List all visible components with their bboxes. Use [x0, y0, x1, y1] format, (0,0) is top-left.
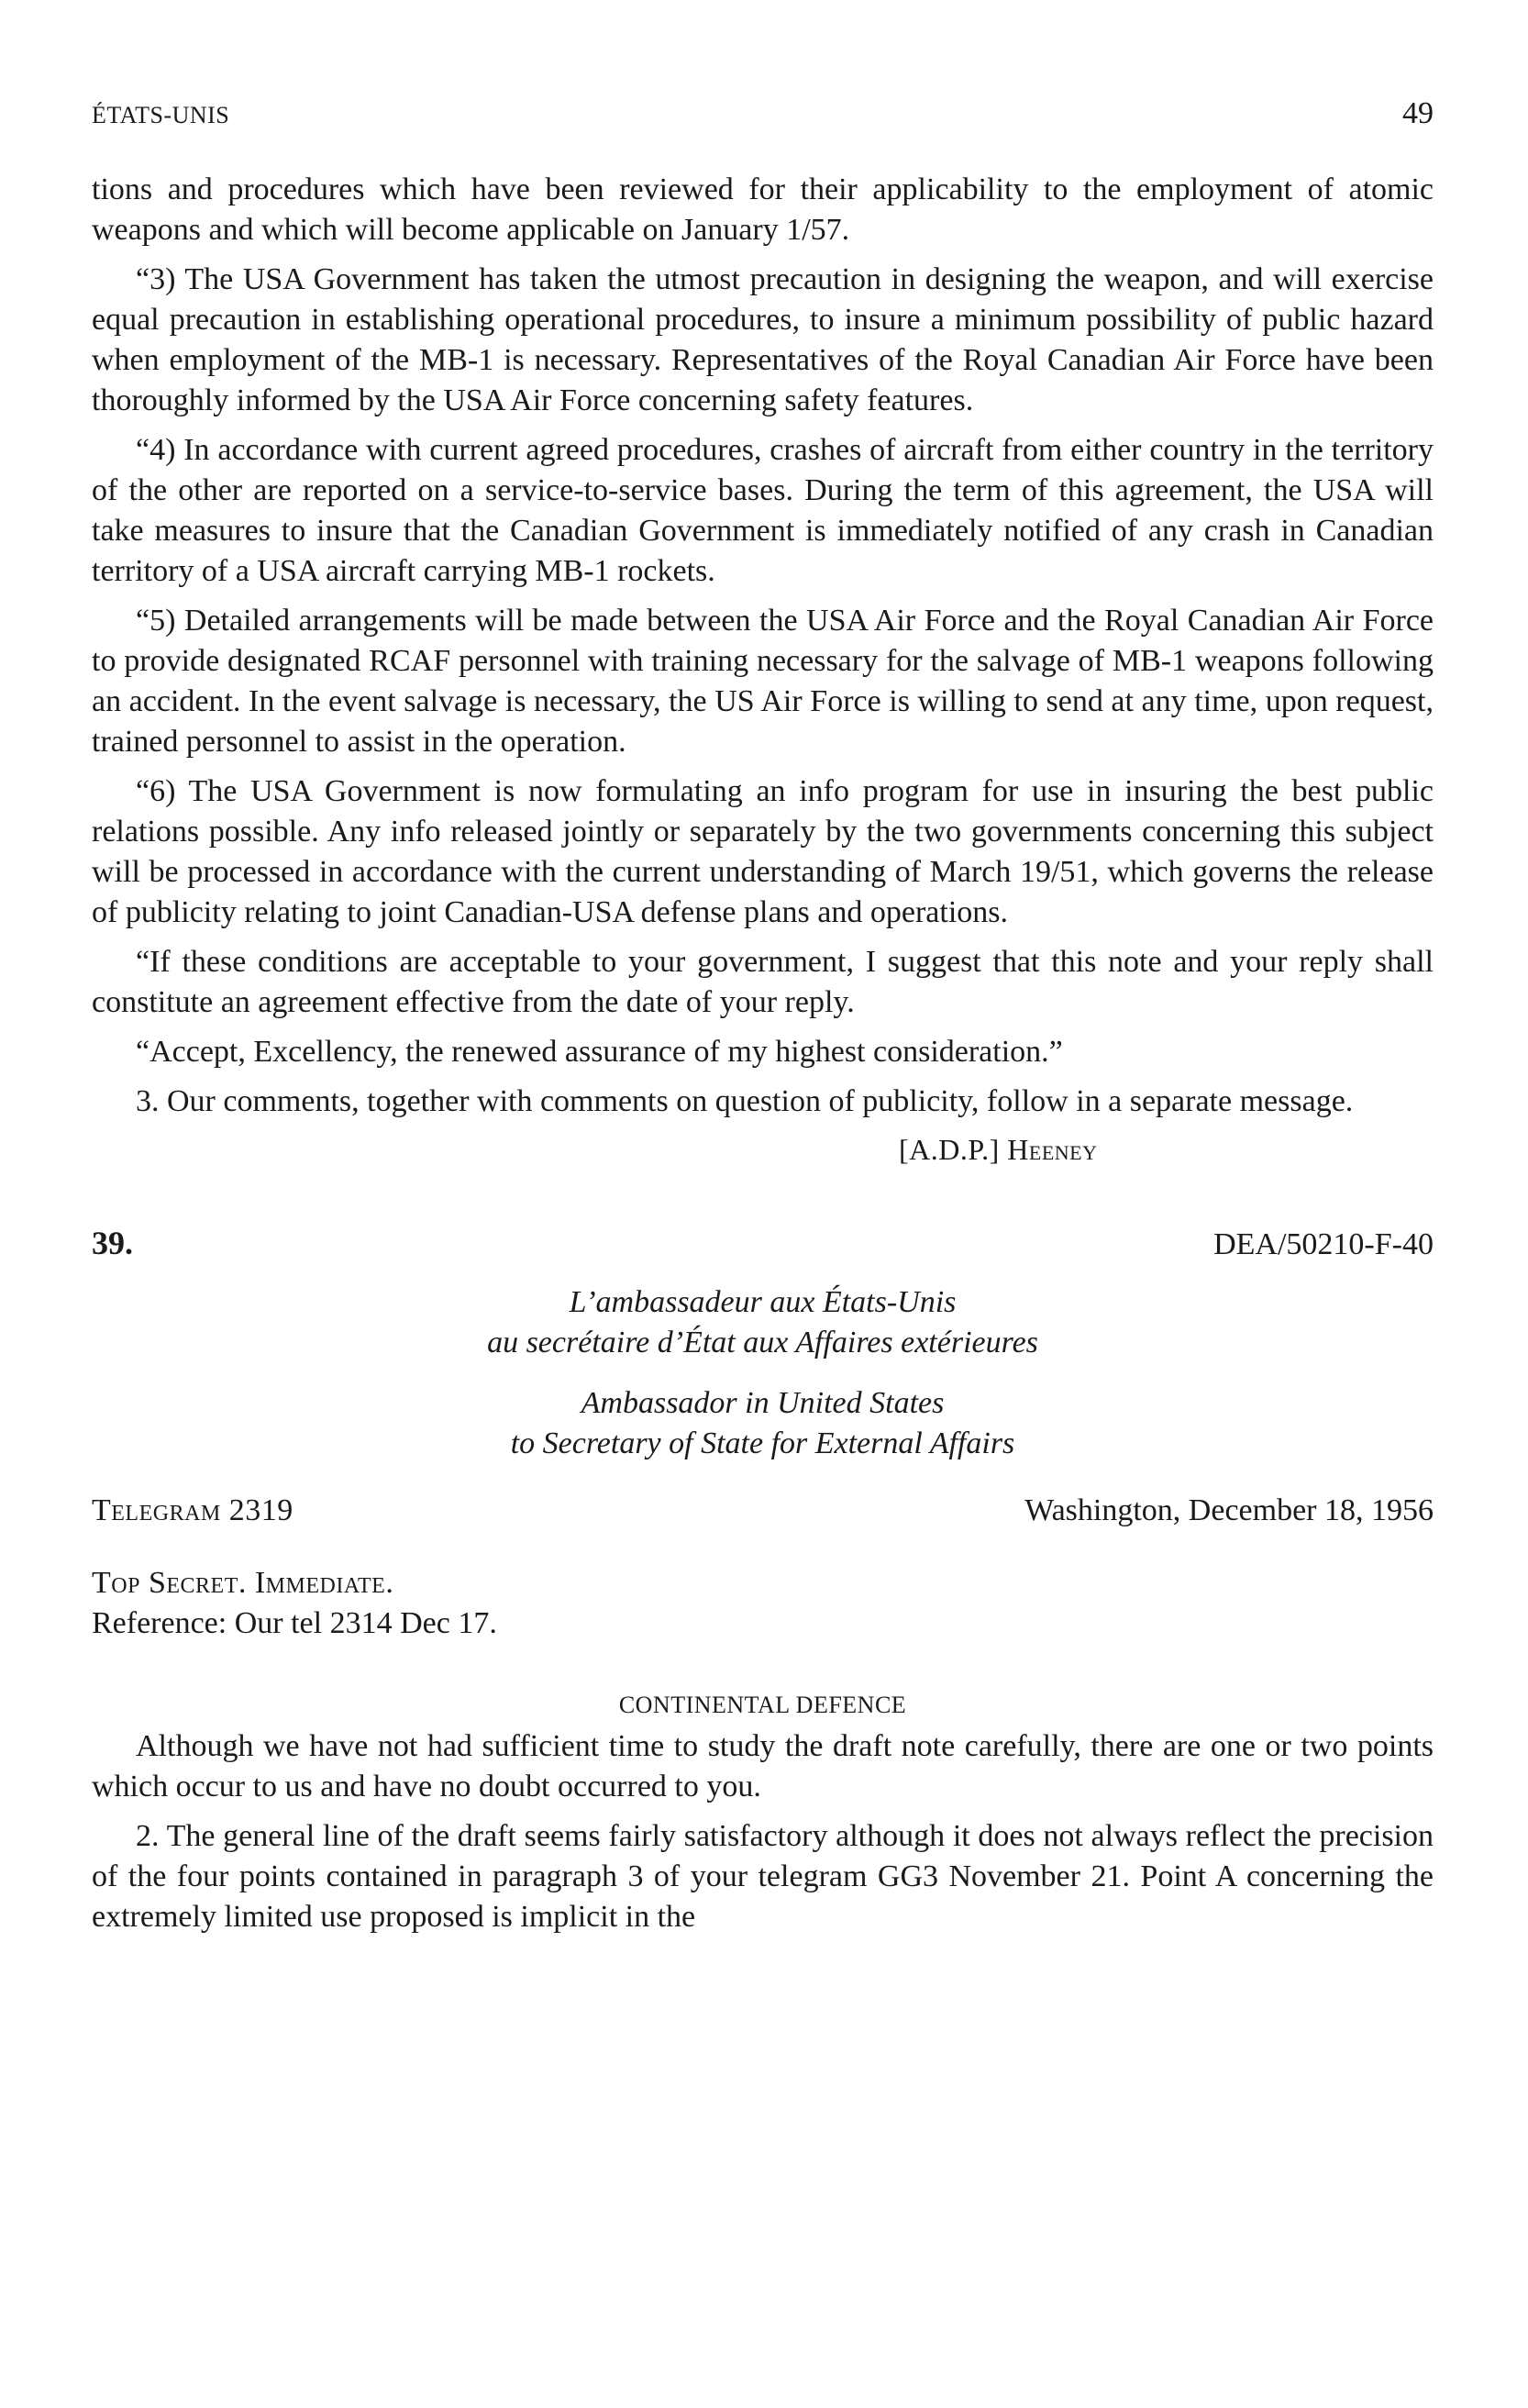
telegram-number: Telegram 2319: [92, 1493, 293, 1527]
paragraph: 2. The general line of the draft seems fairly satisfactory although it does not always reflect the precision of the four points contained in paragraph 3 of your telegram GG3 November 21. Point A concerning the extremely limited use proposed is implicit in the: [92, 1819, 1434, 1934]
title-en-line1: Ambassador in United States: [581, 1386, 945, 1420]
paragraph: “If these conditions are acceptable to your government, I suggest that this note and your reply shall constitute an agreement effective from the date of your reply.: [92, 945, 1434, 1019]
document-page: [92, 96, 1434, 1947]
paragraph: “4) In accordance with current agreed procedures, crashes of aircraft from either country in the territory of the other are reported on a service-to-service bases. During the term of this agreement, the USA will take measures to insure that the Canadian Government is immediately notified of any crash in Canadian territory of a USA aircraft carrying MB-1 rockets.: [92, 433, 1434, 588]
place-date: Washington, December 18, 1956: [1024, 1493, 1434, 1527]
signature: [A.D.P.] Heeney: [899, 1133, 1098, 1166]
telegram-meta: [92, 1563, 1434, 1644]
paragraph: Although we have not had sufficient time to study the draft note carefully, there are one or two points which occur to us and have no doubt occurred to you.: [92, 1729, 1434, 1803]
page-number: 49: [1402, 96, 1434, 130]
paragraph: tions and procedures which have been reviewed for their applicability to the employment of atomic weapons and which will become applicable on January 1/57.: [92, 172, 1434, 247]
section-heading: CONTINENTAL DEFENCE: [618, 1692, 907, 1718]
document-number: 39.: [92, 1225, 133, 1261]
reference-line: Reference: Our tel 2314 Dec 17.: [92, 1606, 497, 1640]
document-header: [92, 1224, 1434, 1262]
paragraph: “Accept, Excellency, the renewed assurance of my highest consideration.”: [136, 1035, 1063, 1069]
title-fr-line2: au secrétaire d’État aux Affaires extérieures: [487, 1326, 1038, 1359]
running-head-section: ÉTATS-UNIS: [92, 102, 230, 128]
paragraph: “6) The USA Government is now formulating an info program for use in insuring the best public relations possible. Any info released jointly or separately by the two governments concerning this subject will be processed in accordance with the current understanding of March 19/51, which governs the release of publicity relating to joint Canadian-USA defense plans and operations.: [92, 774, 1434, 929]
telegram-text: [92, 1726, 1434, 1937]
title-en-line2: to Secretary of State for External Affairs: [510, 1426, 1015, 1460]
classification: Top Secret. Immediate.: [92, 1566, 394, 1600]
document-title: [92, 1282, 1434, 1464]
paragraph: 3. Our comments, together with comments on question of publicity, follow in a separate message.: [136, 1084, 1354, 1118]
paragraph: “3) The USA Government has taken the utmost precaution in designing the weapon, and will exercise equal precaution in establishing operational procedures, to insure a minimum possibility of public hazard when employment of the MB-1 is necessary. Representatives of the Royal Canadian Air Force have been thoroughly informed by the USA Air Force concerning safety features.: [92, 262, 1434, 417]
document-reference: DEA/50210-F-40: [1213, 1227, 1434, 1261]
paragraph: “5) Detailed arrangements will be made between the USA Air Force and the Royal Canadian Air Force to provide designated RCAF personnel with training necessary for the salvage of MB-1 weapons following an accident. In the event salvage is necessary, the US Air Force is willing to send at any time, upon request, trained personnel to assist in the operation.: [92, 604, 1434, 759]
telegram-row: [92, 1493, 1434, 1528]
continued-text: [92, 170, 1434, 1122]
running-head: [92, 96, 1434, 131]
title-fr-line1: L’ambassadeur aux États-Unis: [569, 1285, 957, 1319]
